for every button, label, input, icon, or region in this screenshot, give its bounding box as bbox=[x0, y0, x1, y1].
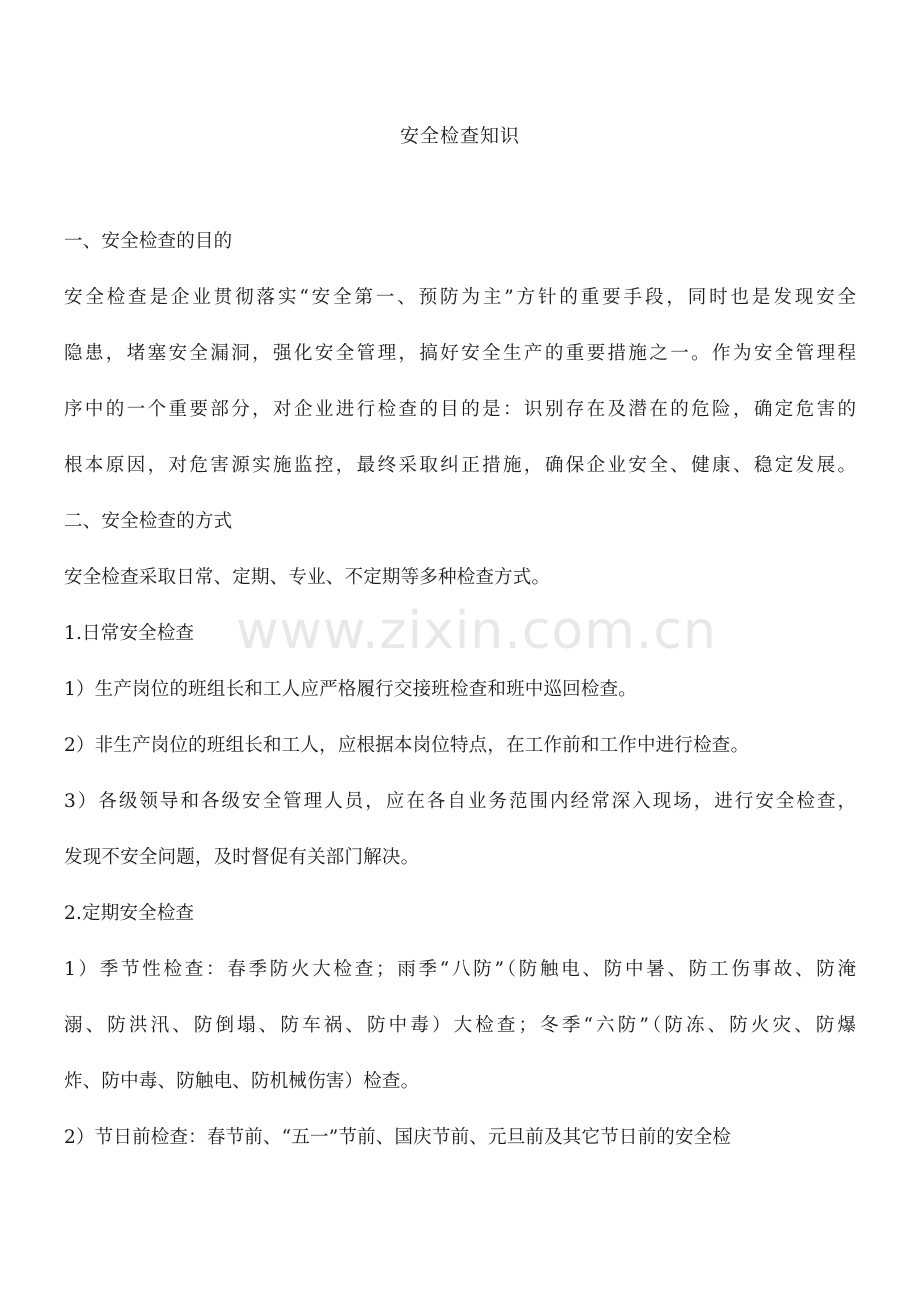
text-line: 二、安全检查的方式 bbox=[64, 511, 233, 532]
text-line: 2）非生产岗位的班组长和工人，应根据本岗位特点，在工作前和工作中进行检查。 bbox=[64, 735, 750, 756]
text-line: 1）生产岗位的班组长和工人应严格履行交接班检查和班中巡回检查。 bbox=[64, 679, 637, 700]
text-line: 炸、防中毒、防触电、防机械伤害）检查。 bbox=[64, 1071, 420, 1092]
text-line: 安全检查采取日常、定期、专业、不定期等多种检查方式。 bbox=[64, 567, 551, 588]
text-line: 2）节日前检查：春节前、“五一”节前、国庆节前、元旦前及其它节日前的安全检 bbox=[64, 1127, 732, 1148]
text-line: 1.日常安全检查 bbox=[64, 623, 195, 644]
document-body bbox=[64, 227, 856, 1179]
watermark: www.zixin.com.cn bbox=[236, 601, 717, 661]
text-line: 2.定期安全检查 bbox=[64, 903, 195, 924]
text-line: 根本原因，对危害源实施监控，最终采取纠正措施，确保企业安全、健康、稳定发展。 bbox=[64, 455, 856, 476]
text-line: 安全检查是企业贯彻落实“安全第一、预防为主”方针的重要手段，同时也是发现安全 bbox=[64, 287, 856, 308]
text-line: 隐患，堵塞安全漏洞，强化安全管理，搞好安全生产的重要措施之一。作为安全管理程 bbox=[64, 343, 856, 364]
text-line: 一、安全检查的目的 bbox=[64, 231, 233, 252]
text-line: 3）各级领导和各级安全管理人员，应在各自业务范围内经常深入现场，进行安全检查， bbox=[64, 791, 856, 812]
text-line: 1）季节性检查：春季防火大检查；雨季“八防”（防触电、防中暑、防工伤事故、防淹 bbox=[64, 959, 856, 980]
text-line: 序中的一个重要部分，对企业进行检查的目的是：识别存在及潜在的危险，确定危害的 bbox=[64, 399, 856, 420]
text-line: 发现不安全问题，及时督促有关部门解决。 bbox=[64, 847, 420, 868]
text-line: 溺、防洪汛、防倒塌、防车祸、防中毒）大检查；冬季“六防”（防冻、防火灾、防爆 bbox=[64, 1015, 856, 1036]
document-title: 安全检查知识 bbox=[399, 125, 520, 147]
